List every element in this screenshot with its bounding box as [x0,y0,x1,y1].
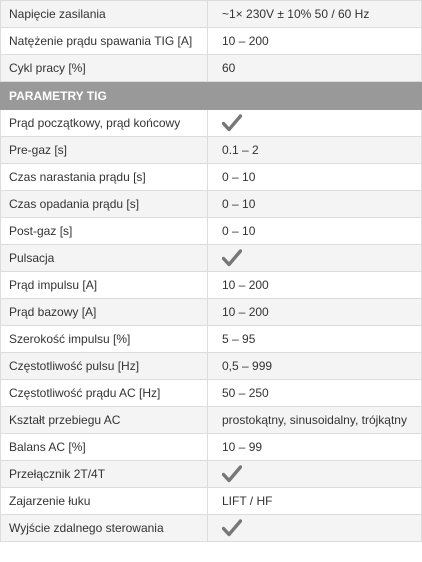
row-label: Szerokość impulsu [%] [1,326,208,353]
row-value: ~1× 230V ± 10% 50 / 60 Hz [208,1,422,28]
row-value [208,461,422,488]
table-row [1,110,422,137]
row-value: 60 [208,55,422,82]
section-header-tig [1,82,422,110]
row-label: Wyjście zdalnego sterowania [1,515,208,542]
row-label: Kształt przebiegu AC [1,407,208,434]
row-value: 10 – 200 [208,299,422,326]
row-label: Pre-gaz [s] [1,137,208,164]
row-label: Pulsacja [1,245,208,272]
table-row [1,1,422,28]
row-value: 10 – 200 [208,28,422,55]
row-label: Natężenie prądu spawania TIG [A] [1,28,208,55]
checkmark-icon [222,465,242,483]
table-row [1,407,422,434]
row-value [208,110,422,137]
table-row [1,353,422,380]
table-row [1,434,422,461]
table-row [1,515,422,542]
table-row [1,272,422,299]
row-value: 10 – 99 [208,434,422,461]
checkmark-icon [222,114,242,132]
row-label: Częstotliwość prądu AC [Hz] [1,380,208,407]
table-row [1,245,422,272]
table-row [1,55,422,82]
section-title: PARAMETRY TIG [1,82,422,110]
row-label: Prąd początkowy, prąd końcowy [1,110,208,137]
table-row [1,461,422,488]
row-value: 0.1 – 2 [208,137,422,164]
row-value: 0 – 10 [208,218,422,245]
row-value: LIFT / HF [208,488,422,515]
table-row [1,137,422,164]
row-label: Balans AC [%] [1,434,208,461]
row-label: Napięcie zasilania [1,1,208,28]
row-value: 50 – 250 [208,380,422,407]
row-value: 10 – 200 [208,272,422,299]
row-label: Prąd bazowy [A] [1,299,208,326]
row-label: Post-gaz [s] [1,218,208,245]
row-label: Czas opadania prądu [s] [1,191,208,218]
row-value: 5 – 95 [208,326,422,353]
table-row [1,164,422,191]
table-row [1,299,422,326]
table-row [1,326,422,353]
tig-parameters [1,110,422,542]
table-row [1,28,422,55]
row-label: Cykl pracy [%] [1,55,208,82]
checkmark-icon [222,249,242,267]
table-row [1,488,422,515]
row-label: Prąd impulsu [A] [1,272,208,299]
row-value: 0,5 – 999 [208,353,422,380]
row-label: Czas narastania prądu [s] [1,164,208,191]
checkmark-icon [222,519,242,537]
row-value [208,245,422,272]
row-value: 0 – 10 [208,191,422,218]
row-value [208,515,422,542]
row-label: Zajarzenie łuku [1,488,208,515]
table-row [1,380,422,407]
table-row [1,218,422,245]
row-value: 0 – 10 [208,164,422,191]
table-row [1,191,422,218]
row-label: Częstotliwość pulsu [Hz] [1,353,208,380]
row-label: Przełącznik 2T/4T [1,461,208,488]
row-value: prostokątny, sinusoidalny, trójkątny [208,407,422,434]
